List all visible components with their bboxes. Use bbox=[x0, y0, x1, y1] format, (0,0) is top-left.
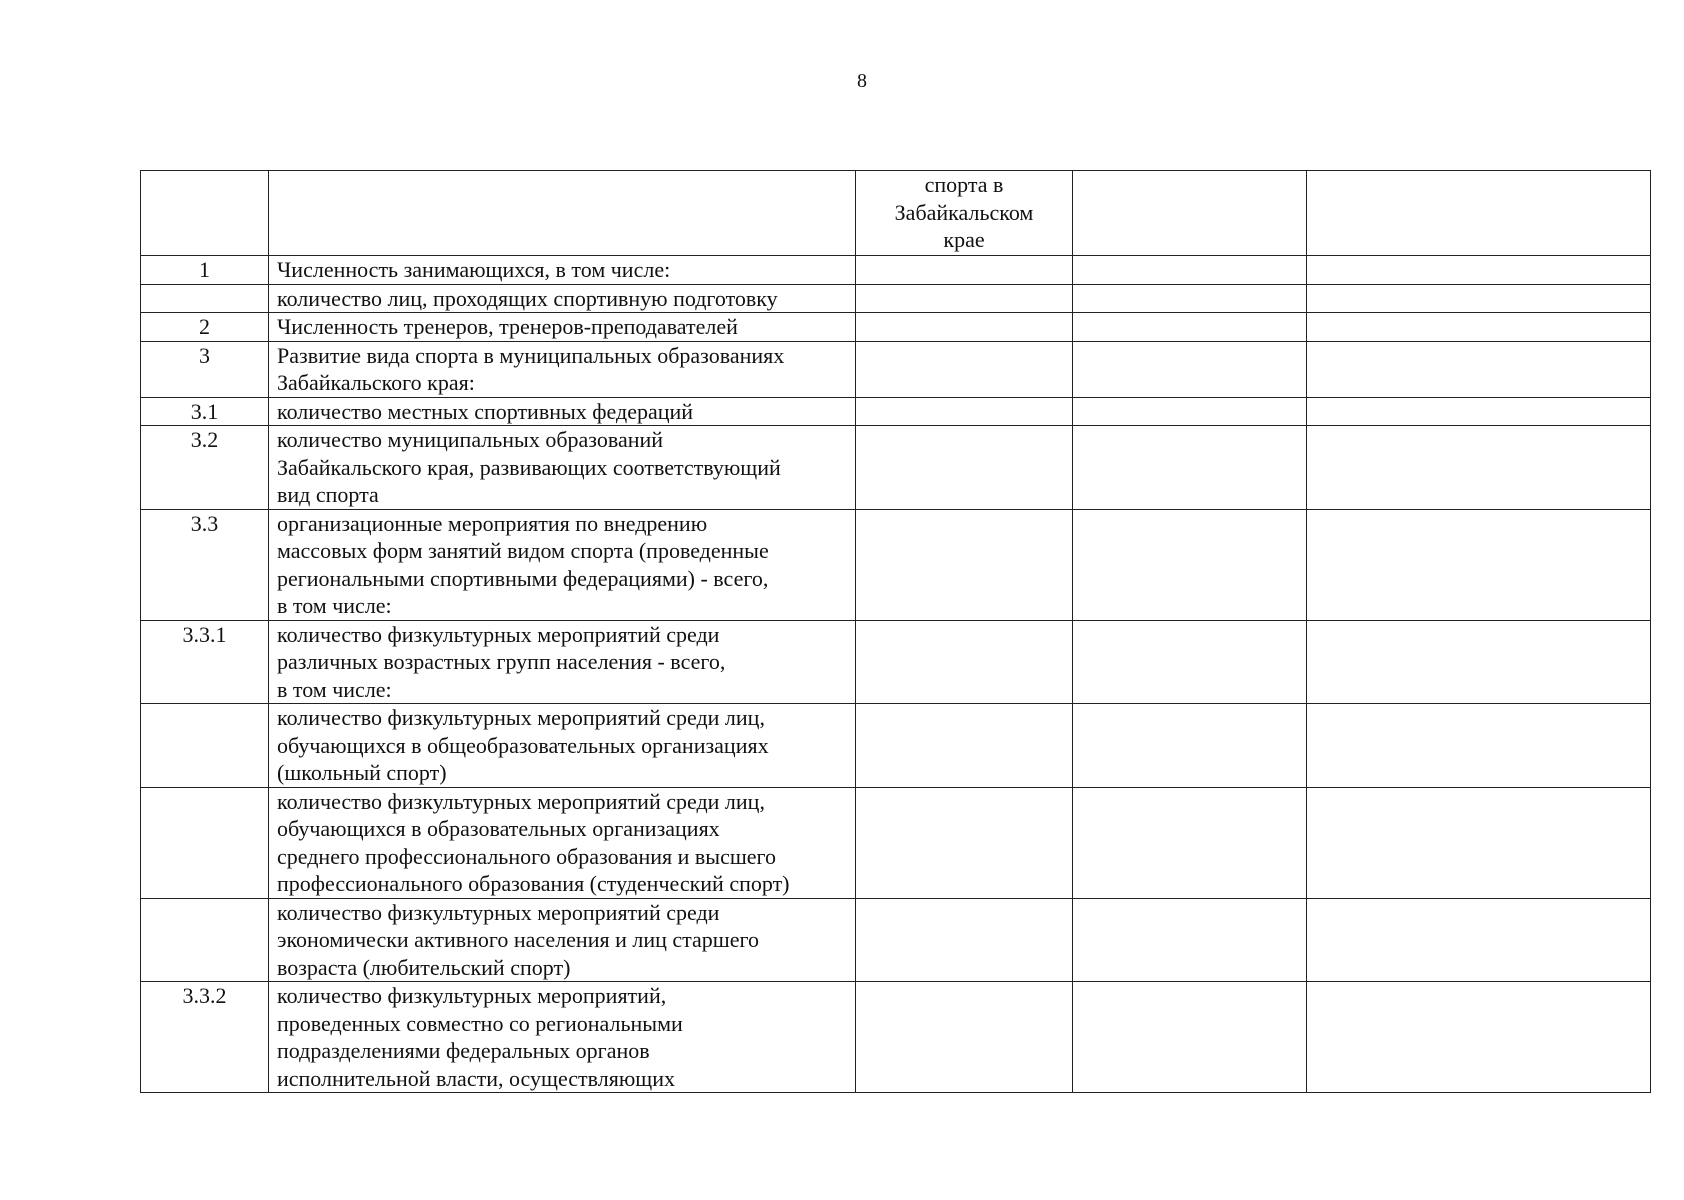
row-indicator: количество муниципальных образований Забайкальского края, развивающих соответствующий вид спорта bbox=[269, 426, 856, 510]
table-row bbox=[141, 704, 1651, 788]
row-number bbox=[141, 898, 269, 982]
row-value-cell bbox=[1307, 284, 1651, 313]
row-value-cell bbox=[1073, 426, 1307, 510]
row-value-cell bbox=[856, 509, 1073, 620]
row-indicator: количество физкультурных мероприятий среди различных возрастных групп населения - всего, в том числе: bbox=[269, 620, 856, 704]
row-value-cell bbox=[856, 284, 1073, 313]
row-value-cell bbox=[1307, 313, 1651, 342]
header-cell-indicator bbox=[269, 171, 856, 256]
row-indicator: Численность занимающихся, в том числе: bbox=[269, 256, 856, 285]
row-value-cell bbox=[1073, 982, 1307, 1093]
row-value-cell bbox=[1073, 620, 1307, 704]
row-indicator: количество лиц, проходящих спортивную подготовку bbox=[269, 284, 856, 313]
table-header-row bbox=[141, 171, 1651, 256]
row-value-cell bbox=[856, 426, 1073, 510]
indicators-table bbox=[140, 170, 1651, 1093]
row-number: 3.3.1 bbox=[141, 620, 269, 704]
row-number bbox=[141, 284, 269, 313]
row-indicator: количество физкультурных мероприятий среди лиц, обучающихся в общеобразовательных организациях (школьный спорт) bbox=[269, 704, 856, 788]
table-body bbox=[141, 171, 1651, 1093]
row-value-cell bbox=[856, 704, 1073, 788]
table-row bbox=[141, 787, 1651, 898]
row-number bbox=[141, 704, 269, 788]
row-indicator: Численность тренеров, тренеров-преподавателей bbox=[269, 313, 856, 342]
header-cell-region bbox=[856, 171, 1073, 256]
row-value-cell bbox=[1073, 341, 1307, 397]
table-row bbox=[141, 341, 1651, 397]
row-value-cell bbox=[1073, 509, 1307, 620]
row-value-cell bbox=[1073, 284, 1307, 313]
table-row bbox=[141, 256, 1651, 285]
row-value-cell bbox=[1307, 620, 1651, 704]
row-number bbox=[141, 787, 269, 898]
row-value-cell bbox=[1307, 509, 1651, 620]
row-value-cell bbox=[856, 982, 1073, 1093]
row-number: 3.3 bbox=[141, 509, 269, 620]
row-indicator: количество физкультурных мероприятий среди лиц, обучающихся в образовательных организациях среднего профессионального образования и высшего профессионального образования (студенческий спорт) bbox=[269, 787, 856, 898]
page-number: 8 bbox=[857, 70, 867, 92]
table-row bbox=[141, 982, 1651, 1093]
table-row bbox=[141, 313, 1651, 342]
row-number: 3 bbox=[141, 341, 269, 397]
row-value-cell bbox=[856, 787, 1073, 898]
row-value-cell bbox=[1073, 397, 1307, 426]
row-value-cell bbox=[1073, 898, 1307, 982]
row-value-cell bbox=[1073, 256, 1307, 285]
row-value-cell bbox=[1307, 898, 1651, 982]
row-value-cell bbox=[1307, 982, 1651, 1093]
row-value-cell bbox=[856, 256, 1073, 285]
row-value-cell bbox=[856, 620, 1073, 704]
row-value-cell bbox=[1307, 426, 1651, 510]
row-value-cell bbox=[1307, 787, 1651, 898]
row-value-cell bbox=[856, 313, 1073, 342]
table-row bbox=[141, 397, 1651, 426]
row-number: 1 bbox=[141, 256, 269, 285]
header-cell-5 bbox=[1307, 171, 1651, 256]
header-region-label: спорта в Забайкальском крае bbox=[894, 172, 1034, 252]
row-value-cell bbox=[1307, 341, 1651, 397]
row-number: 3.2 bbox=[141, 426, 269, 510]
row-number: 3.3.2 bbox=[141, 982, 269, 1093]
row-value-cell bbox=[856, 397, 1073, 426]
table-row bbox=[141, 620, 1651, 704]
row-indicator: количество местных спортивных федераций bbox=[269, 397, 856, 426]
row-value-cell bbox=[1307, 704, 1651, 788]
table-row bbox=[141, 898, 1651, 982]
row-indicator: количество физкультурных мероприятий среди экономически активного населения и лиц старшего возраста (любительский спорт) bbox=[269, 898, 856, 982]
row-value-cell bbox=[856, 341, 1073, 397]
table-row bbox=[141, 284, 1651, 313]
header-cell-4 bbox=[1073, 171, 1307, 256]
row-value-cell bbox=[1073, 787, 1307, 898]
row-indicator: Развитие вида спорта в муниципальных образованиях Забайкальского края: bbox=[269, 341, 856, 397]
header-cell-number bbox=[141, 171, 269, 256]
row-value-cell bbox=[856, 898, 1073, 982]
row-indicator: количество физкультурных мероприятий, проведенных совместно со региональными подразделениями федеральных органов исполнительной власти, осуществляющих bbox=[269, 982, 856, 1093]
row-indicator: организационные мероприятия по внедрению массовых форм занятий видом спорта (проведенные региональными спортивными федерациями) - всего, в том числе: bbox=[269, 509, 856, 620]
row-number: 2 bbox=[141, 313, 269, 342]
row-value-cell bbox=[1307, 397, 1651, 426]
table-row bbox=[141, 426, 1651, 510]
row-value-cell bbox=[1073, 313, 1307, 342]
table-row bbox=[141, 509, 1651, 620]
row-value-cell bbox=[1073, 704, 1307, 788]
row-number: 3.1 bbox=[141, 397, 269, 426]
row-value-cell bbox=[1307, 256, 1651, 285]
